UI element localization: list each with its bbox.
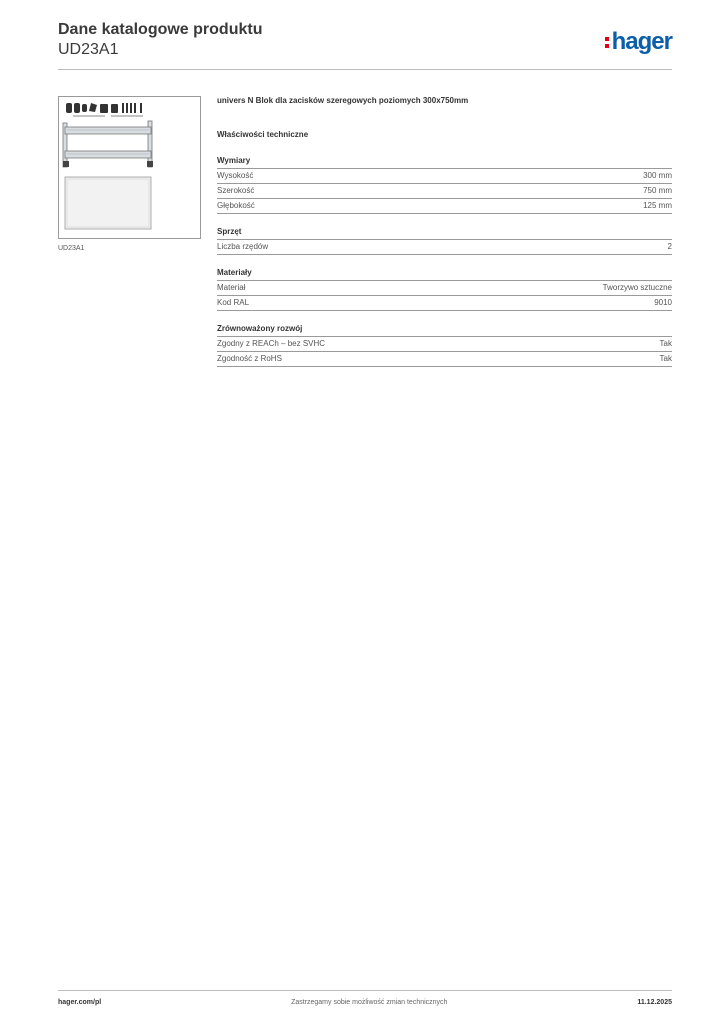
table-row <box>217 352 672 367</box>
row-value: 9010 <box>654 298 672 307</box>
page-title: Dane katalogowe produktu <box>58 21 263 38</box>
row-value: 2 <box>667 242 672 251</box>
row-label: Zgodność z RoHS <box>217 354 282 363</box>
table-row <box>217 337 672 352</box>
row-label: Wysokość <box>217 171 254 180</box>
product-name: univers N Blok dla zacisków szeregowych poziomych 300x750mm <box>217 96 469 105</box>
row-value: 750 mm <box>643 186 672 195</box>
logo-text: hager <box>611 28 672 55</box>
product-image <box>58 96 201 239</box>
table-row <box>217 199 672 214</box>
product-code: UD23A1 <box>58 41 119 58</box>
section-equipment <box>217 227 672 255</box>
row-value: Tak <box>659 339 672 348</box>
row-value: 300 mm <box>643 171 672 180</box>
section-title: Sprzęt <box>217 227 672 240</box>
technical-properties-heading: Właściwości techniczne <box>217 130 309 139</box>
page-header <box>58 20 672 70</box>
row-label: Kod RAL <box>217 298 250 307</box>
product-illustration-icon <box>59 97 200 238</box>
table-row <box>217 169 672 184</box>
section-title: Wymiary <box>217 156 672 169</box>
table-row <box>217 240 672 255</box>
row-value: Tworzywo sztuczne <box>602 283 672 292</box>
section-title: Materiały <box>217 268 672 281</box>
row-label: Głębokość <box>217 201 255 210</box>
section-materials <box>217 268 672 311</box>
table-row <box>217 281 672 296</box>
row-value: Tak <box>659 354 672 363</box>
disclaimer-text: Zastrzegamy sobie możliwość zmian technicznych <box>291 999 448 1006</box>
website-link[interactable]: hager.com/pl <box>58 999 102 1006</box>
section-sustainability <box>217 324 672 367</box>
section-title: Zrównoważony rozwój <box>217 324 672 337</box>
section-dimensions <box>217 156 672 214</box>
table-row <box>217 184 672 199</box>
row-label: Liczba rzędów <box>217 242 269 251</box>
table-row <box>217 296 672 311</box>
row-value: 125 mm <box>643 201 672 210</box>
product-details <box>217 96 672 367</box>
logo-dots-icon <box>605 35 610 49</box>
row-label: Szerokość <box>217 186 255 195</box>
image-caption: UD23A1 <box>58 245 85 252</box>
row-label: Zgodny z REACh – bez SVHC <box>217 339 326 348</box>
row-label: Materiał <box>217 283 246 292</box>
hager-logo <box>605 28 672 56</box>
document-date: 11.12.2025 <box>637 999 672 1006</box>
page-footer <box>58 990 672 1006</box>
